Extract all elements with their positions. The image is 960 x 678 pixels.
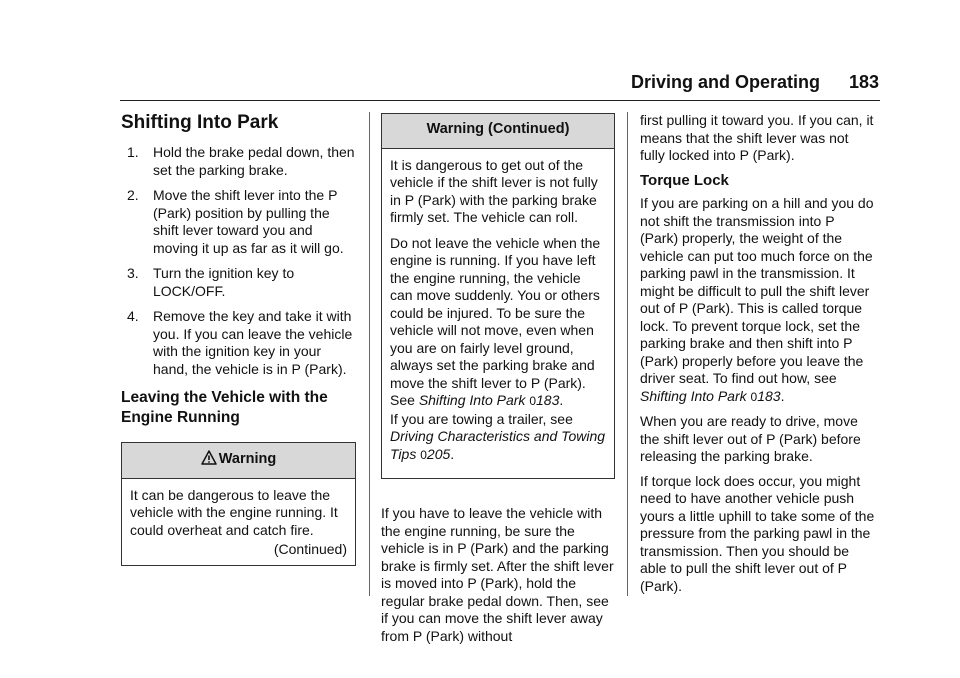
warning-continued-body: It is dangerous to get out of the vehicle if the shift lever is not fully in P (Park) with the parking brake firmly set. The vehicle can roll. Do not leave the vehicle when the engine is running. If you have left the engine running, the vehicle can move suddenly. You or others could be injured. To be sure the vehicle will not move, even when you are on fairly level ground, always set the parking brake and move the shift lever to P (Park). See Shifting Into Park 0183. If you are towing a trailer, see Driving Characteristics and Towing Tips 0205. xyxy=(390,156,606,462)
right-column: first pulling it toward you. If you can, it means that the shift lever was not fully locked into P (Park). Torque Lock If you are parking on a hill and you do not shift the transmission into P (Park) properly, the weight of the vehicle can put too much force on the parking pawl in the transmission. It might be difficult to pull the shift lever out of P (Park). This is called torque lock. To prevent torque lock, set the parking brake and then shift into P (Park) properly before you leave the driver seat. To find out how, see Shifting Into Park 0183. When you are ready to drive, move the shift lever out of P (Park) before releasing the parking brake. If torque lock does occur, you might need to have another vehicle push yours a little uphill to take some of the pressure from the parking pawl in the transmission. Then you should be able to pull the shift lever out of P (Park). xyxy=(640,112,875,594)
warning-triangle-icon xyxy=(201,450,217,466)
subsection-title: Torque Lock xyxy=(640,171,729,189)
page-number: 183 xyxy=(848,72,879,92)
warning-box xyxy=(121,442,356,566)
warning-body: It can be dangerous to leave the vehicle with the engine running. It could overheat and catch fire. (Continued) xyxy=(130,486,347,557)
page-reference-icon: 0 xyxy=(750,389,758,404)
page-reference-icon: 0 xyxy=(529,394,537,408)
body-paragraph: If you have to leave the vehicle with the engine running, be sure the vehicle is in P (Park) and the parking brake is firmly set. After the shift lever is moved into P (Park), hold the regular brake pedal down. Then, see if you can move the shift lever away from P (Park) without xyxy=(381,505,614,644)
cross-reference-link[interactable]: Shifting Into Park xyxy=(418,392,526,408)
warning-heading: Warning xyxy=(122,443,355,479)
column-divider-right xyxy=(627,112,628,596)
list-item: 4. Remove the key and take it with you. If you can leave the vehicle with the ignition key in your hand, the vehicle is in P (Park). xyxy=(127,308,353,377)
steps-list xyxy=(121,144,356,378)
warning-continued-heading: Warning (Continued) xyxy=(382,114,614,149)
list-item: 2. Move the shift lever into the P (Park) position by pulling the shift lever toward you and moving it up as far as it will go. xyxy=(127,187,344,256)
column-divider-left xyxy=(369,112,370,596)
cross-reference-link[interactable]: Driving Characteristics and Towing Tips xyxy=(390,428,606,462)
middle-column xyxy=(381,113,615,652)
left-column xyxy=(121,112,356,566)
body-paragraph: When you are ready to drive, move the shift lever out of P (Park) before releasing the parking brake. xyxy=(640,413,861,464)
body-paragraph: If torque lock does occur, you might need to have another vehicle push yours a little uphill to take some of the pressure from the parking pawl in the transmission. Then you should be able to pull the shift lever out of P (Park). xyxy=(640,472,875,594)
list-item: 3. Turn the ignition key to LOCK/OFF. xyxy=(127,265,295,299)
section-header-title: Driving and Operating xyxy=(630,72,820,92)
body-paragraph: first pulling it toward you. If you can, it means that the shift lever was not fully locked into P (Park). xyxy=(640,112,874,163)
continued-label: (Continued) xyxy=(273,541,347,557)
section-title: Shifting Into Park xyxy=(121,112,279,133)
header-rule xyxy=(120,100,880,101)
page-reference-icon: 0 xyxy=(420,447,427,462)
cross-reference-link[interactable]: Shifting Into Park xyxy=(640,387,747,404)
warning-continued-box xyxy=(381,113,615,479)
subsection-title: Leaving the Vehicle with the Engine Running xyxy=(121,389,328,426)
list-item: 1. Hold the brake pedal down, then set the parking brake. xyxy=(127,144,355,178)
